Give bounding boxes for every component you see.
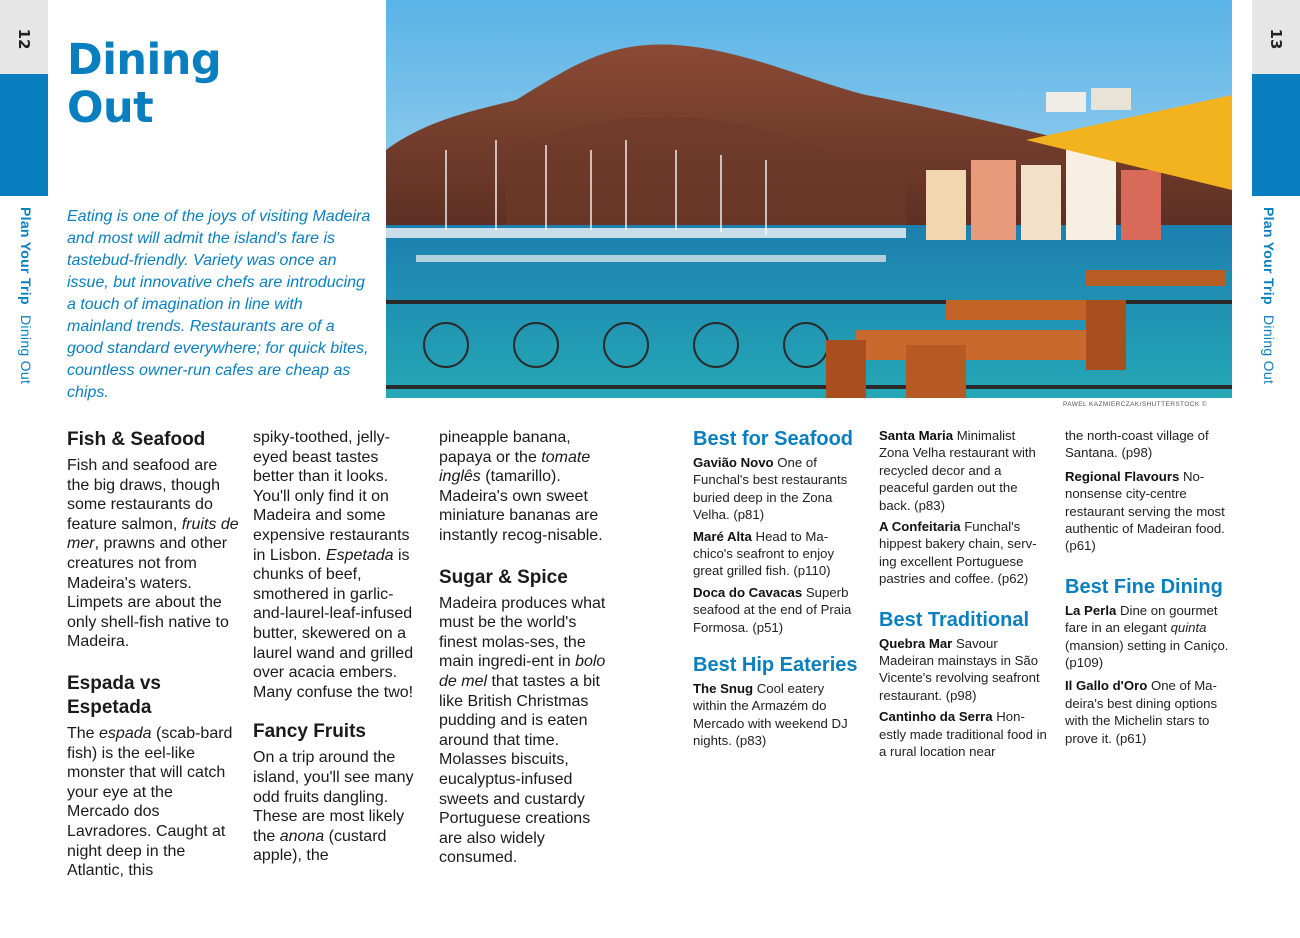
- entry-mare-alta: [693, 528, 861, 580]
- text-fish-italic: fruits de mer: [67, 515, 239, 553]
- paragraph-fancy-fruits: [253, 748, 423, 866]
- paragraph-fish-seafood: [67, 456, 239, 652]
- entry-text: No-nonsense city-centre restaurant serving the most authentic of Madeiran food. (p61): [1065, 468, 1225, 554]
- entry-text: (mansion) setting in Caniço. (p109): [1065, 637, 1229, 671]
- text-s-a: Madeira produces what must be the world's finest molas-ses, the main ingredi-ent in: [439, 594, 606, 671]
- entry-name: Regional Flavours: [1065, 468, 1180, 484]
- entry-regional-flavours: [1065, 468, 1237, 555]
- text-esp-b: (scab-bard fish) is the eel-like monster that will catch your eye at the Mercado dos Lavradores. Caught at night deep in the Atlantic, this: [67, 724, 233, 880]
- text-c-italic: Espetada: [325, 546, 394, 564]
- entry-text: Superb seafood at the end of Praia Formosa. (p51): [693, 584, 852, 635]
- side-section-left: Plan Your Trip: [18, 207, 34, 305]
- page-number-right: 13: [1267, 28, 1285, 50]
- entry-doca-do-cavacas: [693, 584, 861, 636]
- entry-text: Head to Ma-chico's seafront to enjoy great grilled fish. (p110): [693, 528, 835, 579]
- tab-accent-left: [0, 74, 48, 196]
- heading-sugar-spice: Sugar & Spice: [439, 566, 568, 588]
- text-p-a: pineapple banana, papaya or the: [439, 429, 571, 466]
- text-fish-a: Fish and seafood are the big draws, though some restaurants do feature salmon,: [67, 457, 220, 533]
- text-f-b: (custard apple), the: [253, 827, 387, 865]
- entry-text: Cool eatery within the Armazém do Mercado with weekend DJ nights. (p83): [693, 681, 848, 749]
- page-number-tab-right: [1252, 0, 1300, 74]
- text-c-a: spiky-toothed, jelly-eyed beast tastes better than it looks. You'll only find it on Madeira and some expensive restaurants in Lisbon.: [253, 429, 410, 564]
- entry-cantinho-cont: the north-coast village of Santana. (p98): [1065, 428, 1209, 461]
- text-s-b: that tastes a bit like British Christmas pudding and is eaten around that time. Molasses biscuits, eucalyptus-infused sweets and custardy Portuguese creations are also widely consumed.: [439, 672, 600, 867]
- harbour-photo-illustration: [386, 0, 1232, 398]
- entry-name: The Snug: [693, 681, 754, 697]
- text-p-b: (tamarillo). Madeira's own sweet miniature bananas are instantly recog-nisable.: [439, 468, 603, 544]
- column-1: [67, 428, 239, 881]
- entry-text: Funchal's hippest bakery chain, serv-ing excellent Portuguese pastries and coffee. (p62): [879, 519, 1037, 587]
- entry-name: Doca do Cavacas: [693, 584, 803, 600]
- heading-best-seafood: Best for Seafood: [693, 428, 854, 450]
- entry-name: Santa Maria: [879, 428, 954, 443]
- entry-cantinho-da-serra: [879, 708, 1047, 760]
- title-line-1: Dining: [67, 35, 222, 85]
- best-column-c: [1065, 427, 1237, 747]
- text-esp-a: The: [67, 724, 100, 742]
- entry-la-perla: [1065, 602, 1237, 672]
- entry-name: Maré Alta: [693, 528, 752, 544]
- entry-il-gallo-doro: [1065, 677, 1237, 747]
- entry-name: La Perla: [1065, 602, 1117, 618]
- side-section-right: Plan Your Trip: [1261, 207, 1277, 305]
- page-number-left: 12: [15, 28, 33, 50]
- entry-quebra-mar: [879, 635, 1047, 705]
- heading-best-fine-dining: Best Fine Dining: [1065, 575, 1223, 598]
- side-label-right: [1261, 207, 1277, 384]
- heading-espada: Espada vs Espetada: [67, 672, 161, 718]
- text-fish-b: , prawns and other creatures not from Madeira's waters. Limpets are about the only shell-fish native to Madeira.: [67, 535, 229, 651]
- best-column-a: [693, 427, 861, 750]
- paragraph-fruits-cont: [439, 428, 611, 546]
- column-3: [439, 428, 611, 868]
- heading-fish-seafood: Fish & Seafood: [67, 429, 206, 450]
- best-column-b: [879, 427, 1047, 761]
- harbour-photo: [386, 0, 1232, 398]
- entry-italic: quinta: [1170, 620, 1207, 636]
- entry-gaviao-novo: [693, 454, 861, 524]
- text-f-a: On a trip around the island, you'll see many odd fruits dangling. These are most likely the: [253, 749, 414, 845]
- side-chapter-left: Dining Out: [18, 315, 34, 385]
- entry-text: Hon-estly made traditional food in a rural location near: [879, 709, 1047, 760]
- page-number-tab-left: [0, 0, 48, 74]
- paragraph-sugar-spice: [439, 594, 611, 868]
- tab-accent-right: [1252, 74, 1300, 196]
- entry-name: Quebra Mar: [879, 635, 953, 651]
- entry-text: Savour Madeiran mainstays in São Vicente's revolving seafront restaurant. (p98): [879, 635, 1040, 703]
- entry-text: Minimalist Zona Velha restaurant with recycled decor and a peaceful garden out the back. (p83): [879, 428, 1036, 513]
- heading-fancy-fruits: Fancy Fruits: [253, 721, 366, 743]
- entry-name: A Confeitaria: [879, 519, 961, 535]
- title-line-2: Out: [67, 83, 154, 133]
- entry-name: Il Gallo d'Oro: [1065, 678, 1148, 694]
- text-s-italic: bolo de mel: [439, 653, 606, 690]
- heading-best-hip: Best Hip Eateries: [693, 654, 858, 677]
- side-label-left: [18, 207, 34, 384]
- text-f-italic: anona: [279, 827, 325, 845]
- paragraph-espetada: [253, 428, 423, 702]
- side-chapter-right: Dining Out: [1261, 315, 1277, 385]
- entry-the-snug: [693, 680, 861, 750]
- text-p-italic: tomate inglês: [439, 448, 591, 486]
- entry-name: Cantinho da Serra: [879, 709, 993, 725]
- entry-text: One of Funchal's best restaurants buried deep in the Zona Velha. (p81): [693, 455, 848, 523]
- heading-best-traditional: Best Traditional: [879, 608, 1030, 631]
- entry-santa-maria: [879, 427, 1047, 514]
- entry-text: One of Ma-deira's best dining options with the Michelin stars to prove it. (p61): [1065, 678, 1218, 746]
- page-title: [67, 36, 347, 132]
- entry-name: Gavião Novo: [693, 455, 774, 470]
- text-c-b: is chunks of beef, smothered in garlic-and-laurel-leaf-infused butter, skewered on a laurel wand and grilled over acacia embers. Many confuse the two!: [253, 546, 414, 701]
- column-2: [253, 428, 423, 866]
- entry-a-confeitaria: [879, 518, 1047, 588]
- intro-paragraph: Eating is one of the joys of visiting Madeira and most will admit the island's fare is tastebud-friendly. Variety was once an issue, but innovative chefs are introducing a touch of imagination in line with mainland trends. Restaurants are of a good standard everywhere; for quick bites, countless owner-run cafes are cheap as chips.: [67, 208, 371, 401]
- text-esp-italic: espada: [99, 724, 152, 742]
- photo-credit: PAWEL KAZMIERCZAK/SHUTTERSTOCK ©: [1063, 401, 1207, 408]
- paragraph-espada: [67, 724, 239, 881]
- entry-text: Dine on gourmet fare in an elegant: [1065, 602, 1218, 636]
